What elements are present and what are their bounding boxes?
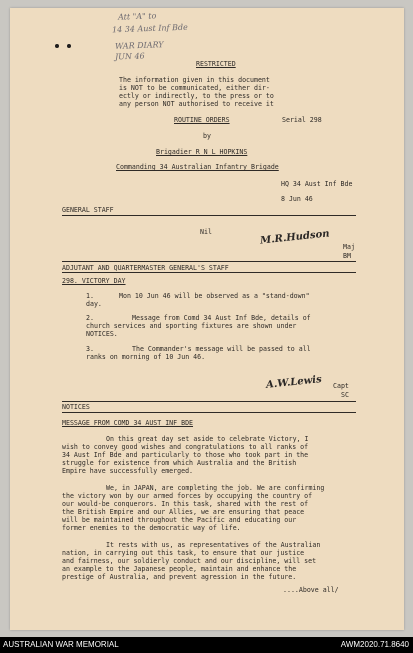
aqmg-appointment: SC	[341, 391, 349, 399]
message-line: will be maintained throughout the Pacific and educating our	[62, 516, 297, 524]
handwritten-note-line: WAR DIARY	[114, 40, 164, 51]
punch-hole	[55, 44, 59, 48]
message-line: nation, in carrying out this task, to ensure that our justice	[62, 549, 305, 557]
message-line: It rests with us, as representatives of the Australian	[106, 541, 321, 549]
aqmg-para-number: 2.	[86, 314, 94, 322]
section-divider	[62, 412, 356, 413]
section-divider	[62, 261, 356, 262]
handwritten-note-line: JUN 46	[114, 51, 145, 62]
message-line: an example to the Japanese people, maintain and enhance the	[62, 565, 297, 573]
aqmg-para-line: day.	[86, 300, 102, 308]
notices-subheading: MESSAGE FROM COMD 34 AUST INF BDE	[62, 419, 194, 427]
message-line: the British Empire and our Allies, we are ensuring that peace	[62, 508, 305, 516]
aqmg-heading: ADJUTANT AND QUARTERMASTER GENERAL'S STAFF	[62, 264, 229, 272]
aqmg-para-line: ranks on morning of 10 Jun 46.	[86, 353, 206, 361]
general-staff-signature: M.R.Hudson	[259, 228, 331, 247]
continued-marker: ....Above all/	[283, 586, 339, 594]
aqmg-para-line: NOTICES.	[86, 330, 118, 338]
general-staff-appointment: BM	[343, 252, 351, 260]
archive-footer	[0, 637, 413, 653]
aqmg-para-line: Message from Comd 34 Aust Inf Bde, details of	[132, 314, 311, 322]
message-line: the victory won by our armed forces by occupying the country of	[62, 492, 313, 500]
aqmg-para-number: 3.	[86, 345, 94, 353]
aqmg-para-line: The Commander's message will be passed to all	[132, 345, 311, 353]
message-line: former enemies to the democratic way of life.	[62, 524, 241, 532]
general-staff-nil: Nil	[200, 228, 212, 236]
footer-accession-number: AWM2020.71.8640	[340, 640, 409, 649]
message-line: prestige of Australia, and prevent agression in the future.	[62, 573, 297, 581]
message-line: Empire have successfully emerged.	[62, 467, 194, 475]
orders-brigadier: Brigadier R N L HOPKINS	[156, 148, 248, 156]
general-staff-rank: Maj	[343, 243, 355, 251]
restricted-line: any person NOT authorised to receive it	[119, 100, 274, 108]
aqmg-rank: Capt	[333, 382, 349, 390]
aqmg-signature: A.W.Lewis	[265, 374, 323, 391]
restricted-line: ectly or indirectly, to the press or to	[119, 92, 274, 100]
section-divider	[62, 272, 356, 273]
section-divider	[62, 401, 356, 402]
message-line: On this great day set aside to celebrate Victory, I	[106, 435, 309, 443]
orders-commanding: Commanding 34 Australian Infantry Brigade	[116, 163, 279, 171]
restricted-heading: RESTRICTED	[196, 60, 236, 68]
message-line: wish to convey good wishes and congratulations to all ranks of	[62, 443, 309, 451]
orders-date: 8 Jun 46	[281, 195, 313, 203]
orders-by: by	[203, 132, 211, 140]
aqmg-para-number: 1.	[86, 292, 94, 300]
footer-credit: AUSTRALIAN WAR MEMORIAL	[3, 640, 119, 649]
orders-hq: HQ 34 Aust Inf Bde	[281, 180, 353, 188]
handwritten-note-line: Att "A" to	[117, 11, 157, 22]
general-staff-heading: GENERAL STAFF	[62, 206, 114, 214]
aqmg-para-line: Mon 10 Jun 46 will be observed as a "stand-down"	[119, 292, 310, 300]
message-line: 34 Aust Inf Bde and particularly to those who took part in the	[62, 451, 309, 459]
aqmg-item: 298. VICTORY DAY	[62, 277, 126, 285]
orders-serial: Serial 298	[282, 116, 322, 124]
notices-heading: NOTICES	[62, 403, 90, 411]
message-line: and fairness, our soldierly conduct and our discipline, will set	[62, 557, 317, 565]
punch-hole	[67, 44, 71, 48]
handwritten-note-line: 14 34 Aust Inf Bde	[111, 22, 188, 35]
section-divider	[62, 215, 356, 216]
message-line: our would-be conquerors. In this task, shared with the rest of	[62, 500, 309, 508]
restricted-line: is NOT to be communicated, either dir-	[119, 84, 270, 92]
message-line: struggle for existence from which Australia and the British	[62, 459, 297, 467]
restricted-line: The information given in this document	[119, 76, 270, 84]
aqmg-para-line: church services and sporting fixtures are shown under	[86, 322, 297, 330]
orders-title: ROUTINE ORDERS	[174, 116, 230, 124]
message-line: We, in JAPAN, are completing the job. We are confirming	[106, 484, 325, 492]
